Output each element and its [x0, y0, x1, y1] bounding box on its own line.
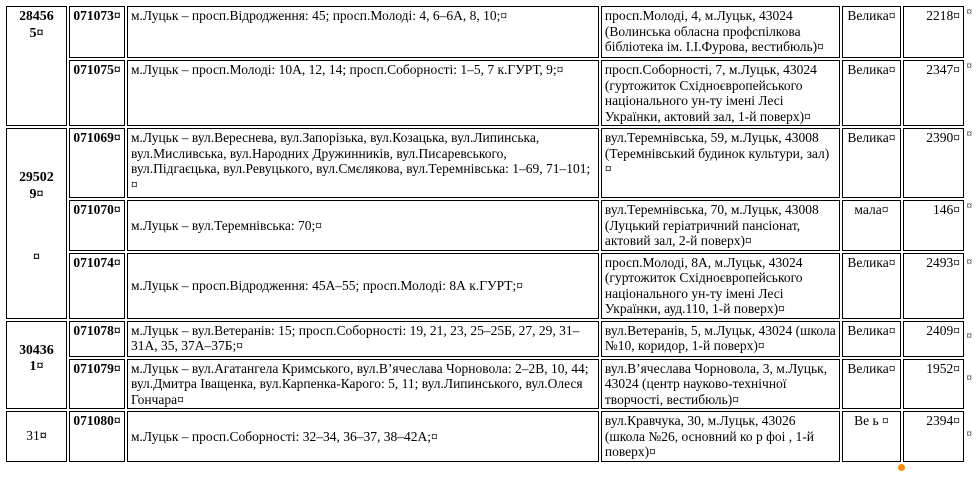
row-end-mark: ¤ — [966, 330, 972, 342]
station-number: 071080¤ — [69, 411, 125, 462]
voter-count: 2218¤ — [903, 6, 964, 58]
station-type: Велика¤ — [842, 60, 901, 126]
station-number: 071074¤ — [69, 253, 125, 319]
station-streets: м.Луцьк – просп.Відродження: 45; просп.Молоді: 4, 6–6А, 8, 10;¤ — [127, 6, 599, 58]
station-number: 071069¤ — [69, 128, 125, 198]
station-streets: м.Луцьк – просп.Молоді: 10А, 12, 14; просп.Соборності: 1–5, 7 к.ГУРТ, 9;¤ — [127, 60, 599, 126]
station-address: вул.Теремнівська, 70, м.Луцьк, 43008 (Луцький геріатричний пансіонат, актовий зал, 2-й поверх)¤ — [601, 200, 840, 251]
station-number: 071073¤ — [69, 6, 125, 58]
district-cell: 28456 5¤ — [6, 6, 67, 126]
station-streets: м.Луцьк – вул.Агатангела Кримського, вул.В’ячеслава Чорновола: 2–2В, 10, 44; вул.Дмитра Іващенка, вул.Карпенка-Карого: 5, 11; вул.Липинського, вул.Олеся Гончара¤ — [127, 359, 599, 410]
station-type: Велика¤ — [842, 6, 901, 58]
station-streets: м.Луцьк – вул.Вереснева, вул.Запорізька, вул.Козацька, вул.Липинська, вул.Мисливська, вул.Народних Дружинників, вул.Писаревського, вул.Підгаєцька, вул.Ревуцького, вул.Смєлякова, вул.Теремнівська: 1–69, 71–101;¤ — [127, 128, 599, 198]
voter-count: 146¤ — [903, 200, 964, 251]
station-streets: м.Луцьк – просп.Соборності: 32–34, 36–37, 38–42А;¤ — [127, 411, 599, 462]
voter-count: 2394¤ — [903, 411, 964, 462]
station-number: 071078¤ — [69, 321, 125, 357]
station-streets: м.Луцьк – вул.Теремнівська: 70;¤ — [127, 200, 599, 251]
district-cell: 30436 1¤ — [6, 321, 67, 410]
voter-count: 2493¤ — [903, 253, 964, 319]
row-end-mark: ¤ — [966, 128, 972, 140]
voter-count: 2390¤ — [903, 128, 964, 198]
voter-count: 2347¤ — [903, 60, 964, 126]
district-cell: 29502 9¤ ¤ — [6, 128, 67, 319]
station-type: Велика¤ — [842, 128, 901, 198]
table-row — [6, 60, 964, 126]
station-number: 071079¤ — [69, 359, 125, 410]
station-streets: м.Луцьк – просп.Відродження: 45А–55; просп.Молоді: 8А к.ГУРТ;¤ — [127, 253, 599, 319]
station-address: просп.Молоді, 8А, м.Луцьк, 43024 (гуртожиток Східноєвропейського національного ун-ту імені Лесі Українки, ауд.110, 1-й поверх)¤ — [601, 253, 840, 319]
voter-count: 1952¤ — [903, 359, 964, 410]
station-number: 071070¤ — [69, 200, 125, 251]
cursor-dot-icon — [898, 464, 905, 471]
row-end-mark: ¤ — [966, 60, 972, 72]
table-row — [6, 321, 964, 357]
station-type: Велика¤ — [842, 253, 901, 319]
table-row — [6, 128, 964, 198]
station-address: вул.Ветеранів, 5, м.Луцьк, 43024 (школа №10, коридор, 1-й поверх)¤ — [601, 321, 840, 357]
station-address: просп.Соборності, 7, м.Луцьк, 43024 (гуртожиток Східноєвропейського національного ун-ту імені Лесі Українки, актовий зал, 1-й поверх)¤ — [601, 60, 840, 126]
station-type: мала¤ — [842, 200, 901, 251]
table-row — [6, 359, 964, 410]
station-address: просп.Молоді, 4, м.Луцьк, 43024 (Волинська обласна профспілкова бібліотека ім. І.І.Фурова, вестибюль)¤ — [601, 6, 840, 58]
row-end-mark: ¤ — [966, 428, 972, 440]
district-cell: 31¤ — [6, 411, 67, 462]
station-address: вул.Кравчука, 30, м.Луцьк, 43026 (школа №26, основний ко р фоі , 1-й поверх)¤ — [601, 411, 840, 462]
table-row — [6, 200, 964, 251]
station-address: вул.В’ячеслава Чорновола, 3, м.Луцьк, 43024 (центр науково-технічної творчості, вестибюль)¤ — [601, 359, 840, 410]
row-end-mark: ¤ — [966, 200, 972, 212]
voter-count: 2409¤ — [903, 321, 964, 357]
station-type: Велика¤ — [842, 321, 901, 357]
row-end-mark: ¤ — [966, 6, 972, 18]
polling-stations-table — [4, 4, 966, 464]
station-type: Ве ь ¤ — [842, 411, 901, 462]
table-row — [6, 253, 964, 319]
station-streets: м.Луцьк – вул.Ветеранів: 15; просп.Соборності: 19, 21, 23, 25–25Б, 27, 29, 31–31А, 35, 37А–37Б;¤ — [127, 321, 599, 357]
row-end-mark: ¤ — [966, 256, 972, 268]
station-number: 071075¤ — [69, 60, 125, 126]
table-row — [6, 6, 964, 58]
station-address: вул.Теремнівська, 59, м.Луцьк, 43008 (Теремнівський будинок культури, зал)¤ — [601, 128, 840, 198]
station-type: Велика¤ — [842, 359, 901, 410]
row-end-mark: ¤ — [966, 372, 972, 384]
table-row — [6, 411, 964, 462]
